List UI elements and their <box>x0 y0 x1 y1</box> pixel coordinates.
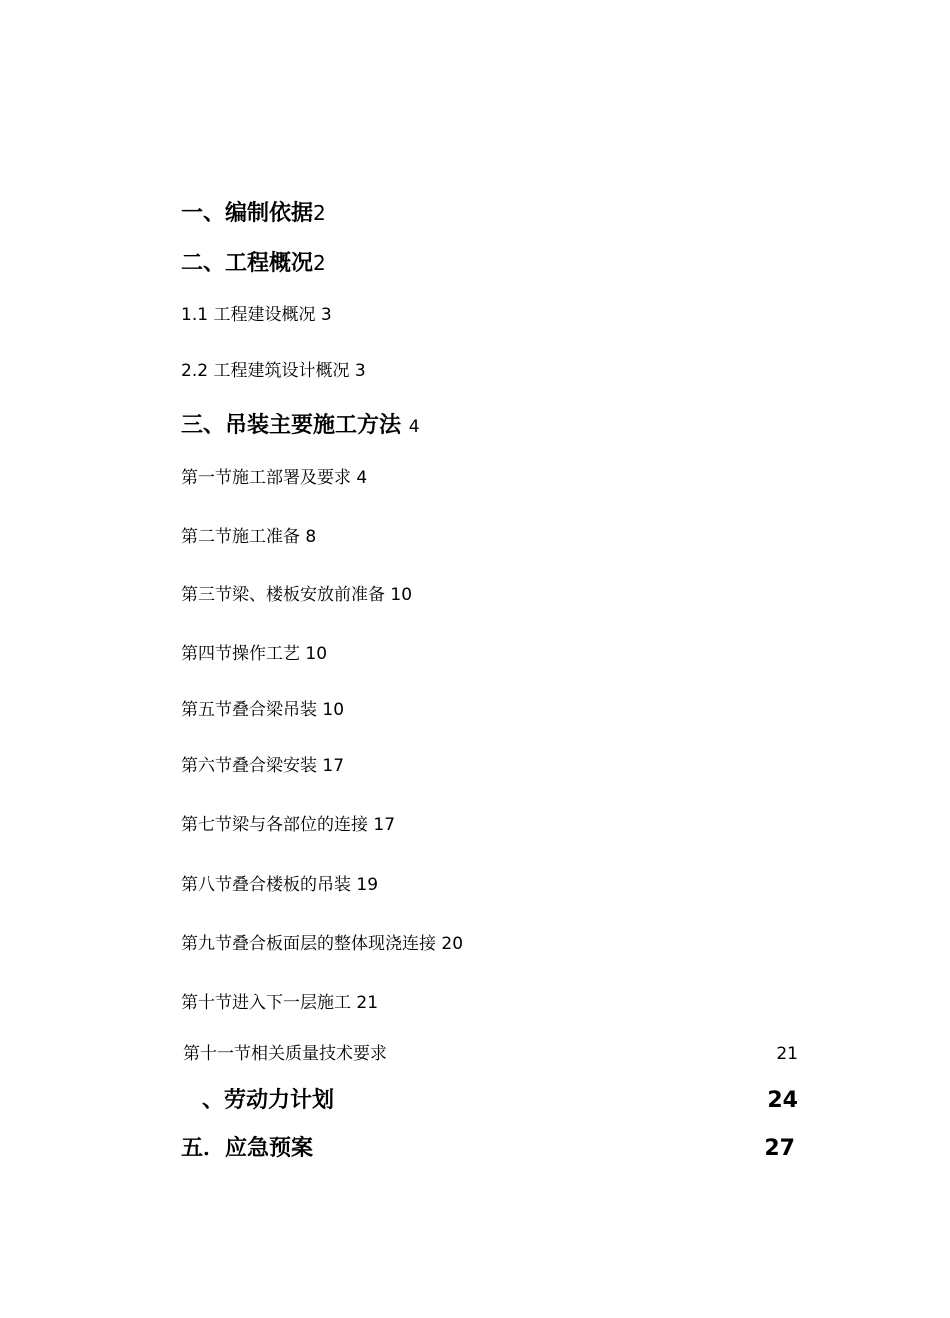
toc-entry-13[interactable] <box>181 877 378 894</box>
toc-entry-9[interactable] <box>181 646 327 663</box>
toc-entry-title: 二、工程概况 <box>181 251 314 276</box>
toc-entry-title: 第八节叠合楼板的吊装 <box>181 875 351 895</box>
toc-entry-12[interactable] <box>181 817 395 834</box>
toc-entry-title: 第六节叠合梁安装 <box>181 756 317 776</box>
toc-entry-page: 3 <box>320 305 332 325</box>
toc-entry-title: 五．应急预案 <box>181 1136 314 1161</box>
toc-entry-5[interactable] <box>181 415 420 437</box>
toc-entry-page: 17 <box>322 756 345 776</box>
toc-entry-page: 4 <box>408 417 420 437</box>
toc-entry-title: 1.1 工程建设概况 <box>181 305 316 325</box>
toc-entry-1[interactable] <box>181 203 326 225</box>
toc-entry-page: 10 <box>322 700 345 720</box>
toc-entry-title: 第七节梁与各部位的连接 <box>181 815 368 835</box>
toc-entry-page: 21 <box>776 1044 798 1064</box>
toc-entry-page: 8 <box>305 527 317 547</box>
toc-entry-3[interactable] <box>181 307 332 324</box>
toc-entry-title: 2.2 工程建筑设计概况 <box>181 361 350 381</box>
toc-entry-title: 第二节施工准备 <box>181 527 300 547</box>
toc-entry-page: 2 <box>313 251 326 275</box>
toc-entry-title: 三、吊装主要施工方法 <box>181 413 402 438</box>
toc-entry-title: 、劳动力计划 <box>202 1088 335 1113</box>
toc-entry-2[interactable] <box>181 253 326 275</box>
toc-entry-title: 第十节进入下一层施工 <box>181 993 351 1013</box>
toc-entry-7[interactable] <box>181 529 316 546</box>
toc-entry-page: 10 <box>305 644 328 664</box>
toc-entry-title: 第十一节相关质量技术要求 <box>183 1044 387 1064</box>
toc-entry-4[interactable] <box>181 363 366 380</box>
toc-entry-page: 17 <box>373 815 396 835</box>
toc-entry-14[interactable] <box>181 936 463 953</box>
toc-entry-title: 第五节叠合梁吊装 <box>181 700 317 720</box>
toc-entry-title: 第四节操作工艺 <box>181 644 300 664</box>
toc-entry-page: 10 <box>390 585 413 605</box>
toc-entry-page: 21 <box>356 993 379 1013</box>
toc-entry-title: 第九节叠合板面层的整体现浇连接 <box>181 934 436 954</box>
toc-entry-6[interactable] <box>181 470 367 487</box>
toc-entry-page: 3 <box>354 361 366 381</box>
toc-entry-page: 2 <box>313 201 326 225</box>
toc-entry-11[interactable] <box>181 758 344 775</box>
toc-entry-title: 第三节梁、楼板安放前准备 <box>181 585 385 605</box>
toc-entry-title: 第一节施工部署及要求 <box>181 468 351 488</box>
toc-entry-page: 19 <box>356 875 379 895</box>
toc-entry-page: 20 <box>441 934 464 954</box>
toc-entry-title: 一、编制依据 <box>181 201 314 226</box>
toc-entry-8[interactable] <box>181 587 412 604</box>
toc-entry-page: 27 <box>764 1136 795 1161</box>
toc-entry-page: 4 <box>356 468 368 488</box>
toc-entry-page: 24 <box>767 1088 798 1113</box>
toc-entry-15[interactable] <box>181 995 378 1012</box>
toc-entry-10[interactable] <box>181 702 344 719</box>
